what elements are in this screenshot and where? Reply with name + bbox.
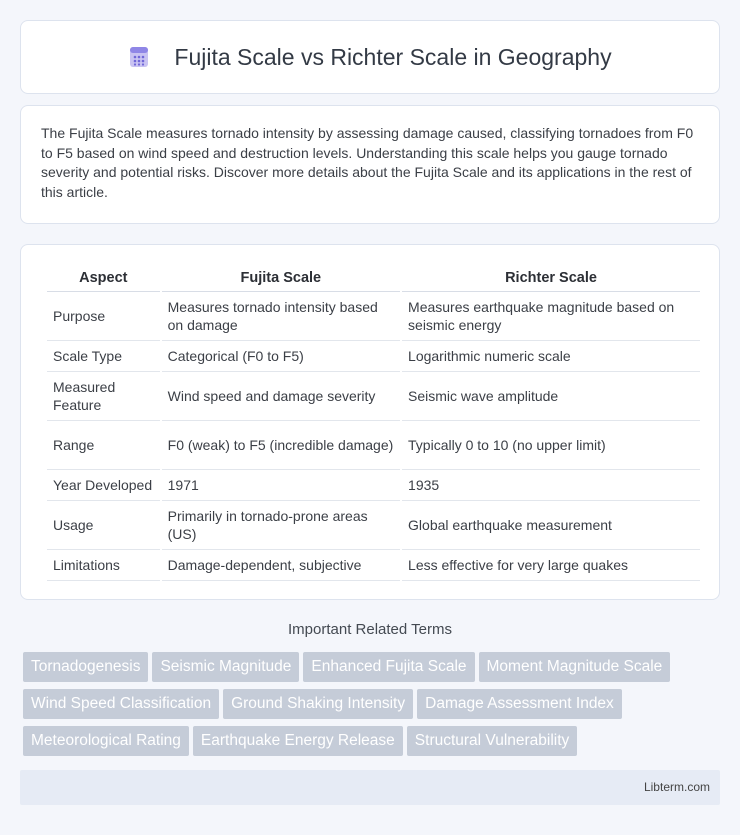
table-header-row bbox=[47, 265, 700, 292]
tag-ground-shaking-intensity[interactable]: Ground Shaking Intensity bbox=[223, 689, 413, 719]
intro-text: The Fujita Scale measures tornado intensity by assessing damage caused, classifying tornadoes from F0 to F5 based on wind speed and destruction levels. Understanding this scale helps you gauge tornado severity and potential risks. Discover more details about the Fujita Scale and its applications in the rest of this article. bbox=[41, 125, 694, 200]
tag-wind-speed-classification[interactable]: Wind Speed Classification bbox=[23, 689, 219, 719]
intro-card bbox=[20, 105, 720, 224]
comparison-table-card bbox=[20, 244, 720, 600]
tag-enhanced-fujita-scale[interactable]: Enhanced Fujita Scale bbox=[303, 652, 474, 682]
table-cell: Primarily in tornado-prone areas (US) bbox=[162, 501, 400, 550]
tag-meteorological-rating[interactable]: Meteorological Rating bbox=[23, 726, 189, 756]
footer-site-link[interactable]: Libterm.com bbox=[643, 780, 710, 794]
table-cell: Seismic wave amplitude bbox=[402, 372, 700, 421]
table-cell: Limitations bbox=[47, 550, 160, 581]
table-header: Aspect bbox=[47, 265, 160, 292]
table-row bbox=[47, 292, 700, 341]
page-title: Fujita Scale vs Richter Scale in Geography bbox=[174, 43, 612, 70]
table-cell: Scale Type bbox=[47, 341, 160, 372]
table-row bbox=[47, 550, 700, 581]
title-card bbox=[20, 20, 720, 94]
table-cell: Usage bbox=[47, 501, 160, 550]
related-terms-tags bbox=[23, 652, 723, 763]
table-cell: Wind speed and damage severity bbox=[162, 372, 400, 421]
tag-moment-magnitude-scale[interactable]: Moment Magnitude Scale bbox=[479, 652, 671, 682]
tag-structural-vulnerability[interactable]: Structural Vulnerability bbox=[407, 726, 578, 756]
table-cell: Less effective for very large quakes bbox=[402, 550, 700, 581]
table-cell: Logarithmic numeric scale bbox=[402, 341, 700, 372]
table-cell: 1935 bbox=[402, 470, 700, 501]
table-row bbox=[47, 501, 700, 550]
table-cell: Measures earthquake magnitude based on seismic energy bbox=[402, 292, 700, 341]
tag-damage-assessment-index[interactable]: Damage Assessment Index bbox=[417, 689, 622, 719]
comparison-table bbox=[45, 265, 702, 581]
related-terms-title: Important Related Terms bbox=[288, 621, 452, 638]
table-cell: 1971 bbox=[162, 470, 400, 501]
table-cell: Categorical (F0 to F5) bbox=[162, 341, 400, 372]
tag-seismic-magnitude[interactable]: Seismic Magnitude bbox=[152, 652, 299, 682]
table-header: Fujita Scale bbox=[162, 265, 400, 292]
table-cell: Range bbox=[47, 421, 160, 470]
table-cell: Measured Feature bbox=[47, 372, 160, 421]
table-row bbox=[47, 421, 700, 470]
table-cell: Global earthquake measurement bbox=[402, 501, 700, 550]
table-row bbox=[47, 341, 700, 372]
table-cell: F0 (weak) to F5 (incredible damage) bbox=[162, 421, 400, 470]
tag-earthquake-energy-release[interactable]: Earthquake Energy Release bbox=[193, 726, 403, 756]
tag-tornadogenesis[interactable]: Tornadogenesis bbox=[23, 652, 148, 682]
table-cell: Year Developed bbox=[47, 470, 160, 501]
table-cell: Measures tornado intensity based on damage bbox=[162, 292, 400, 341]
footer bbox=[20, 770, 720, 805]
calculator-icon bbox=[128, 46, 150, 68]
table-cell: Typically 0 to 10 (no upper limit) bbox=[402, 421, 700, 470]
table-row bbox=[47, 470, 700, 501]
table-cell: Purpose bbox=[47, 292, 160, 341]
table-cell: Damage-dependent, subjective bbox=[162, 550, 400, 581]
table-header: Richter Scale bbox=[402, 265, 700, 292]
table-row bbox=[47, 372, 700, 421]
